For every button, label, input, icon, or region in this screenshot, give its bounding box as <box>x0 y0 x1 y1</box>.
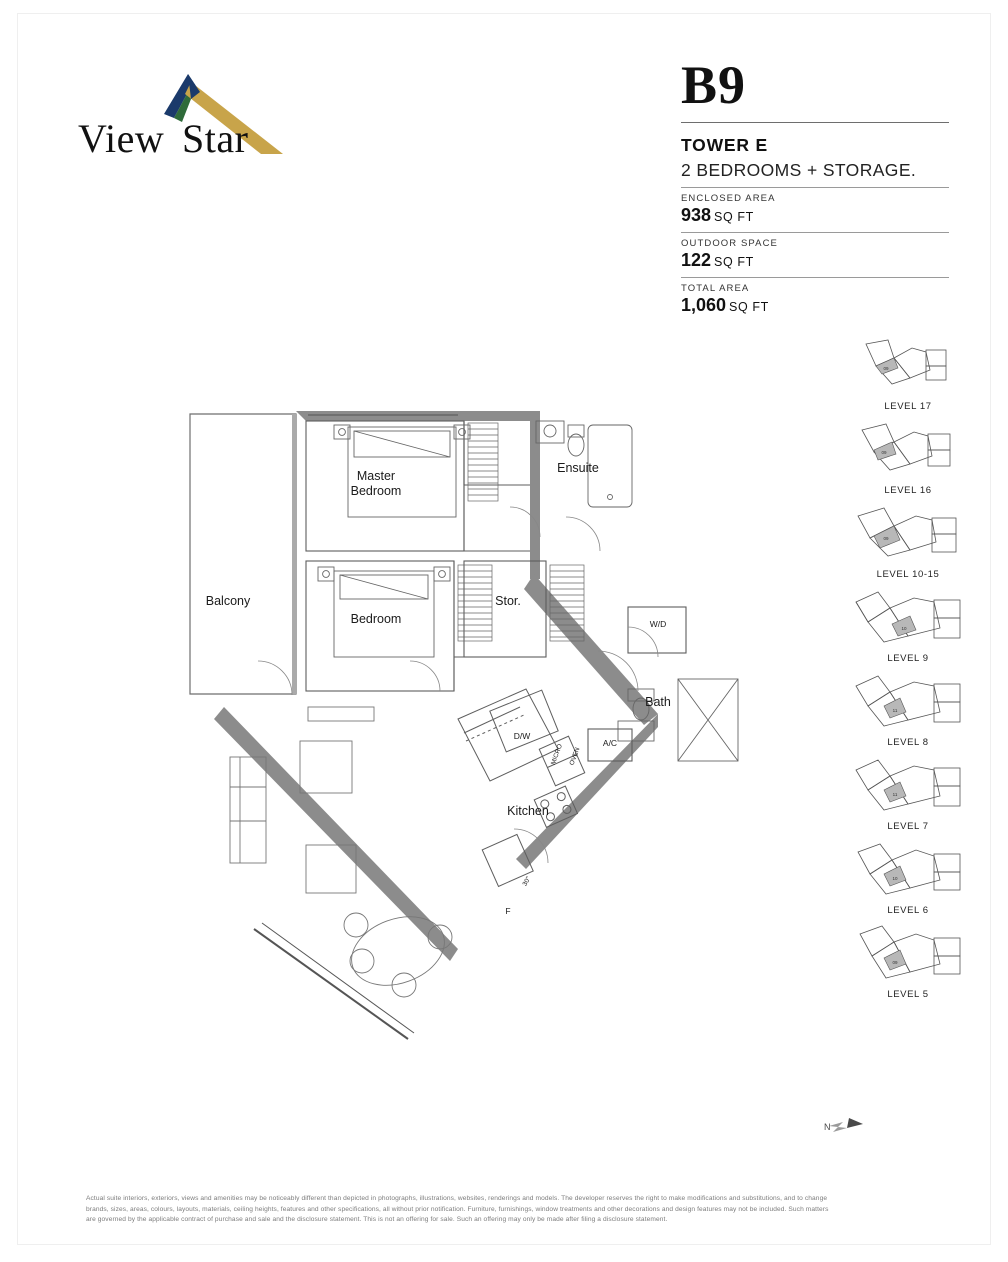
outdoor-area-number: 122 <box>681 250 712 270</box>
plan-code: B9 <box>681 55 747 115</box>
key-plan-unit-marker: 10 <box>901 626 907 631</box>
viewstar-logo <box>78 52 308 182</box>
sheet <box>18 14 990 1244</box>
outdoor-area-unit: SQ FT <box>714 255 754 269</box>
total-area-value <box>681 295 949 316</box>
enclosed-area-unit: SQ FT <box>714 210 754 224</box>
north-arrow <box>823 1114 865 1138</box>
label-bath: Bath <box>645 695 671 709</box>
label-bedroom: Bedroom <box>350 612 402 626</box>
total-area-number: 1,060 <box>681 295 727 315</box>
label-air-conditioner: A/C <box>602 738 618 748</box>
key-plan-level-6 <box>848 840 968 924</box>
key-plan-diagram <box>848 504 968 568</box>
key-plan-label: LEVEL 16 <box>884 485 932 496</box>
north-arrow-icon <box>824 1118 863 1132</box>
key-plan-level-5 <box>848 924 968 1008</box>
key-plan-label: LEVEL 8 <box>887 737 929 748</box>
floor-plan-drawing <box>158 389 838 1089</box>
key-plan-level-16 <box>848 420 968 504</box>
key-plan-level-10-15 <box>848 504 968 588</box>
label-master-bedroom: Master Bedroom <box>350 469 402 498</box>
enclosed-area-value <box>681 205 949 226</box>
disclaimer <box>86 1194 966 1226</box>
key-plan-label: LEVEL 9 <box>887 653 929 664</box>
balcony-outline <box>190 414 296 694</box>
label-dishwasher: D/W <box>513 731 531 741</box>
logo-wordmark-view: View <box>78 116 165 161</box>
label-kitchen: Kitchen <box>507 804 549 818</box>
key-plan-label: LEVEL 10-15 <box>876 569 940 580</box>
disclaimer-line-2: brands, sizes, areas, colours, layouts, materials, ceiling heights, features and other specifications, all without prior notification. Furniture, furnishings, window treatments and other decorations and design features may not be included. Such matters <box>86 1205 829 1213</box>
key-plan-level-7 <box>848 756 968 840</box>
total-area-unit: SQ FT <box>729 300 769 314</box>
key-plan-label: LEVEL 6 <box>887 905 929 916</box>
key-plan-diagram <box>848 756 968 820</box>
key-plan-unit-marker: 11 <box>892 792 898 797</box>
label-micro: MICRO <box>550 743 564 766</box>
key-plan-level-9 <box>848 588 968 672</box>
key-plan-unit-marker: 09 <box>883 536 889 541</box>
label-ensuite: Ensuite <box>557 461 599 475</box>
north-label: N <box>824 1122 831 1132</box>
floor-plan-svg <box>158 389 838 1089</box>
plan-subtitle: 2 BEDROOMS + STORAGE. <box>681 160 917 180</box>
key-plan-label: LEVEL 5 <box>887 989 929 1000</box>
label-washer-dryer: W/D <box>649 619 667 629</box>
key-plan-level-17 <box>848 336 968 420</box>
area-divider-3 <box>681 277 949 278</box>
key-plan-list <box>848 336 968 1008</box>
title-divider <box>681 122 949 123</box>
label-storage: Stor. <box>495 594 521 608</box>
label-fridge: F <box>505 906 511 916</box>
disclaimer-line-1: Actual suite interiors, exteriors, views and amenities may be noticeably different than depicted in photographs, illustrations, websites, renderings and models. The developer reserves the right to make modifications and substitutions, and to change <box>86 1195 828 1202</box>
area-divider-2 <box>681 232 949 233</box>
key-plan-unit-marker: 11 <box>892 708 898 713</box>
outdoor-area-label: OUTDOOR SPACE <box>681 238 778 249</box>
outdoor-area-value <box>681 250 949 271</box>
key-plan-unit-marker: 09 <box>892 960 898 965</box>
label-oven: OVEN <box>568 746 582 767</box>
key-plan-diagram <box>848 924 968 988</box>
key-plan-unit-marker: 09 <box>881 450 887 455</box>
area-divider-1 <box>681 187 949 188</box>
key-plan-diagram <box>848 840 968 904</box>
key-plan-diagram <box>848 588 968 652</box>
total-area-label: TOTAL AREA <box>681 283 750 294</box>
tower-label: TOWER E <box>681 135 768 155</box>
key-plan-diagram <box>848 420 968 484</box>
enclosed-area-label: ENCLOSED AREA <box>681 193 776 204</box>
disclaimer-line-3: are governed by the applicable contract of purchase and sale and the disclosure statement. This is not an offering for sale. Such an offering may only be made after filing a disclosure statement. <box>86 1216 668 1223</box>
interior-walls <box>306 421 546 691</box>
key-plan-diagram <box>848 672 968 736</box>
enclosed-area-number: 938 <box>681 205 712 225</box>
key-plan-label: LEVEL 7 <box>887 821 929 832</box>
key-plan-diagram <box>848 336 968 400</box>
label-balcony: Balcony <box>205 594 251 608</box>
label-door-swing: 30" <box>521 875 533 888</box>
title-block <box>681 56 949 320</box>
closet-door-hatch <box>468 423 498 501</box>
key-plan-level-8 <box>848 672 968 756</box>
logo-wordmark-star: Star <box>182 116 249 161</box>
key-plan-unit-marker: 09 <box>883 366 889 371</box>
key-plan-unit-marker: 10 <box>892 876 898 881</box>
balcony-wall <box>292 414 297 694</box>
key-plan-label: LEVEL 17 <box>884 401 932 412</box>
